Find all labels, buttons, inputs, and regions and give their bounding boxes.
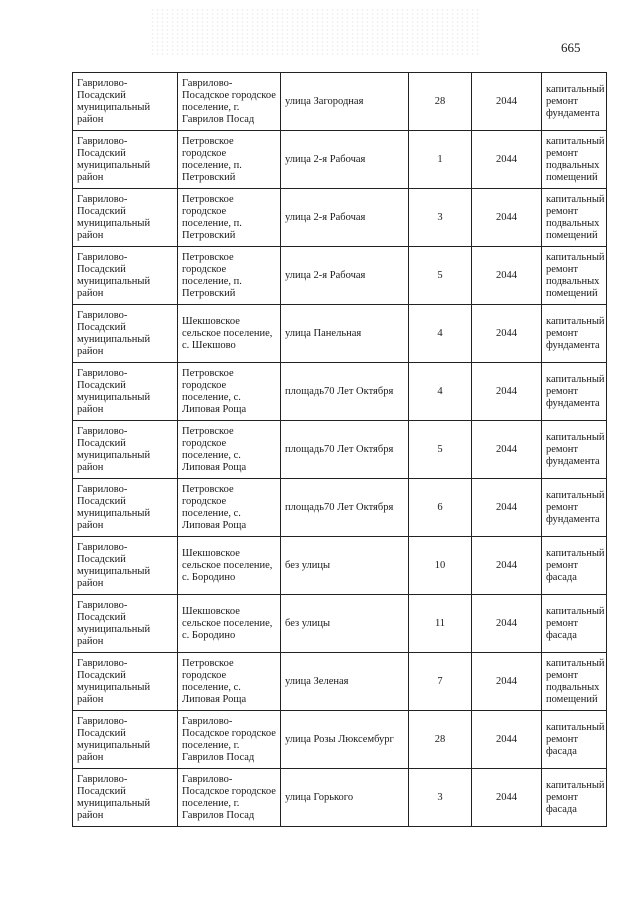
work-type-cell: капитальный ремонт фундамента bbox=[542, 305, 607, 363]
year-cell: 2044 bbox=[472, 421, 542, 479]
year-cell: 2044 bbox=[472, 537, 542, 595]
house-number-cell: 7 bbox=[409, 653, 472, 711]
year-cell: 2044 bbox=[472, 595, 542, 653]
table-row bbox=[73, 247, 607, 305]
year-cell: 2044 bbox=[472, 479, 542, 537]
house-number-cell: 28 bbox=[409, 73, 472, 131]
work-type-cell: капитальный ремонт подвальных помещений bbox=[542, 247, 607, 305]
house-number-cell: 3 bbox=[409, 189, 472, 247]
settlement-cell: Петровское городское поселение, п. Петровский bbox=[178, 131, 281, 189]
work-type-cell: капитальный ремонт фасада bbox=[542, 537, 607, 595]
work-type-cell: капитальный ремонт фундамента bbox=[542, 363, 607, 421]
year-cell: 2044 bbox=[472, 769, 542, 827]
work-type-cell: капитальный ремонт подвальных помещений bbox=[542, 653, 607, 711]
table-row bbox=[73, 363, 607, 421]
house-number-cell: 5 bbox=[409, 247, 472, 305]
district-cell: Гаврилово-Посадский муниципальный район bbox=[73, 711, 178, 769]
house-number-cell: 4 bbox=[409, 305, 472, 363]
repair-schedule-table bbox=[72, 72, 607, 827]
street-cell: площадь70 Лет Октября bbox=[281, 363, 409, 421]
district-cell: Гаврилово-Посадский муниципальный район bbox=[73, 537, 178, 595]
table-row bbox=[73, 595, 607, 653]
house-number-cell: 3 bbox=[409, 769, 472, 827]
house-number-cell: 4 bbox=[409, 363, 472, 421]
district-cell: Гаврилово-Посадский муниципальный район bbox=[73, 653, 178, 711]
district-cell: Гаврилово-Посадский муниципальный район bbox=[73, 305, 178, 363]
settlement-cell: Шекшовское сельское поселение, с. Бородино bbox=[178, 537, 281, 595]
street-cell: без улицы bbox=[281, 595, 409, 653]
year-cell: 2044 bbox=[472, 305, 542, 363]
table-row bbox=[73, 537, 607, 595]
table-row bbox=[73, 73, 607, 131]
district-cell: Гаврилово-Посадский муниципальный район bbox=[73, 247, 178, 305]
year-cell: 2044 bbox=[472, 711, 542, 769]
district-cell: Гаврилово-Посадский муниципальный район bbox=[73, 769, 178, 827]
year-cell: 2044 bbox=[472, 73, 542, 131]
street-cell: улица Панельная bbox=[281, 305, 409, 363]
work-type-cell: капитальный ремонт фундамента bbox=[542, 421, 607, 479]
table-row bbox=[73, 711, 607, 769]
settlement-cell: Петровское городское поселение, с. Липовая Роща bbox=[178, 653, 281, 711]
work-type-cell: капитальный ремонт подвальных помещений bbox=[542, 131, 607, 189]
table-row bbox=[73, 769, 607, 827]
settlement-cell: Петровское городское поселение, с. Липовая Роща bbox=[178, 363, 281, 421]
settlement-cell: Петровское городское поселение, с. Липовая Роща bbox=[178, 479, 281, 537]
settlement-cell: Петровское городское поселение, п. Петровский bbox=[178, 247, 281, 305]
district-cell: Гаврилово-Посадский муниципальный район bbox=[73, 73, 178, 131]
work-type-cell: капитальный ремонт фасада bbox=[542, 711, 607, 769]
district-cell: Гаврилово-Посадский муниципальный район bbox=[73, 363, 178, 421]
year-cell: 2044 bbox=[472, 189, 542, 247]
street-cell: улица Зеленая bbox=[281, 653, 409, 711]
district-cell: Гаврилово-Посадский муниципальный район bbox=[73, 421, 178, 479]
settlement-cell: Петровское городское поселение, п. Петровский bbox=[178, 189, 281, 247]
house-number-cell: 10 bbox=[409, 537, 472, 595]
scan-noise bbox=[150, 8, 480, 56]
page-number: 665 bbox=[561, 40, 581, 55]
district-cell: Гаврилово-Посадский муниципальный район bbox=[73, 595, 178, 653]
settlement-cell: Петровское городское поселение, с. Липовая Роща bbox=[178, 421, 281, 479]
house-number-cell: 28 bbox=[409, 711, 472, 769]
work-type-cell: капитальный ремонт подвальных помещений bbox=[542, 189, 607, 247]
street-cell: улица Загородная bbox=[281, 73, 409, 131]
work-type-cell: капитальный ремонт фундамента bbox=[542, 479, 607, 537]
work-type-cell: капитальный ремонт фундамента bbox=[542, 73, 607, 131]
street-cell: площадь70 Лет Октября bbox=[281, 421, 409, 479]
settlement-cell: Гаврилово-Посадское городское поселение, г. Гаврилов Посад bbox=[178, 73, 281, 131]
house-number-cell: 11 bbox=[409, 595, 472, 653]
settlement-cell: Шекшовское сельское поселение, с. Бородино bbox=[178, 595, 281, 653]
district-cell: Гаврилово-Посадский муниципальный район bbox=[73, 189, 178, 247]
year-cell: 2044 bbox=[472, 653, 542, 711]
street-cell: площадь70 Лет Октября bbox=[281, 479, 409, 537]
district-cell: Гаврилово-Посадский муниципальный район bbox=[73, 479, 178, 537]
house-number-cell: 1 bbox=[409, 131, 472, 189]
street-cell: улица Горького bbox=[281, 769, 409, 827]
house-number-cell: 6 bbox=[409, 479, 472, 537]
table-row bbox=[73, 421, 607, 479]
table-row bbox=[73, 131, 607, 189]
street-cell: улица 2-я Рабочая bbox=[281, 189, 409, 247]
table-row bbox=[73, 479, 607, 537]
street-cell: улица 2-я Рабочая bbox=[281, 131, 409, 189]
street-cell: улица 2-я Рабочая bbox=[281, 247, 409, 305]
settlement-cell: Гаврилово-Посадское городское поселение, г. Гаврилов Посад bbox=[178, 711, 281, 769]
street-cell: без улицы bbox=[281, 537, 409, 595]
year-cell: 2044 bbox=[472, 131, 542, 189]
work-type-cell: капитальный ремонт фасада bbox=[542, 769, 607, 827]
table-row bbox=[73, 189, 607, 247]
work-type-cell: капитальный ремонт фасада bbox=[542, 595, 607, 653]
year-cell: 2044 bbox=[472, 247, 542, 305]
table-row bbox=[73, 653, 607, 711]
year-cell: 2044 bbox=[472, 363, 542, 421]
house-number-cell: 5 bbox=[409, 421, 472, 479]
table-row bbox=[73, 305, 607, 363]
street-cell: улица Розы Люксембург bbox=[281, 711, 409, 769]
district-cell: Гаврилово-Посадский муниципальный район bbox=[73, 131, 178, 189]
table-body bbox=[73, 73, 607, 827]
settlement-cell: Гаврилово-Посадское городское поселение, г. Гаврилов Посад bbox=[178, 769, 281, 827]
settlement-cell: Шекшовское сельское поселение, с. Шекшово bbox=[178, 305, 281, 363]
